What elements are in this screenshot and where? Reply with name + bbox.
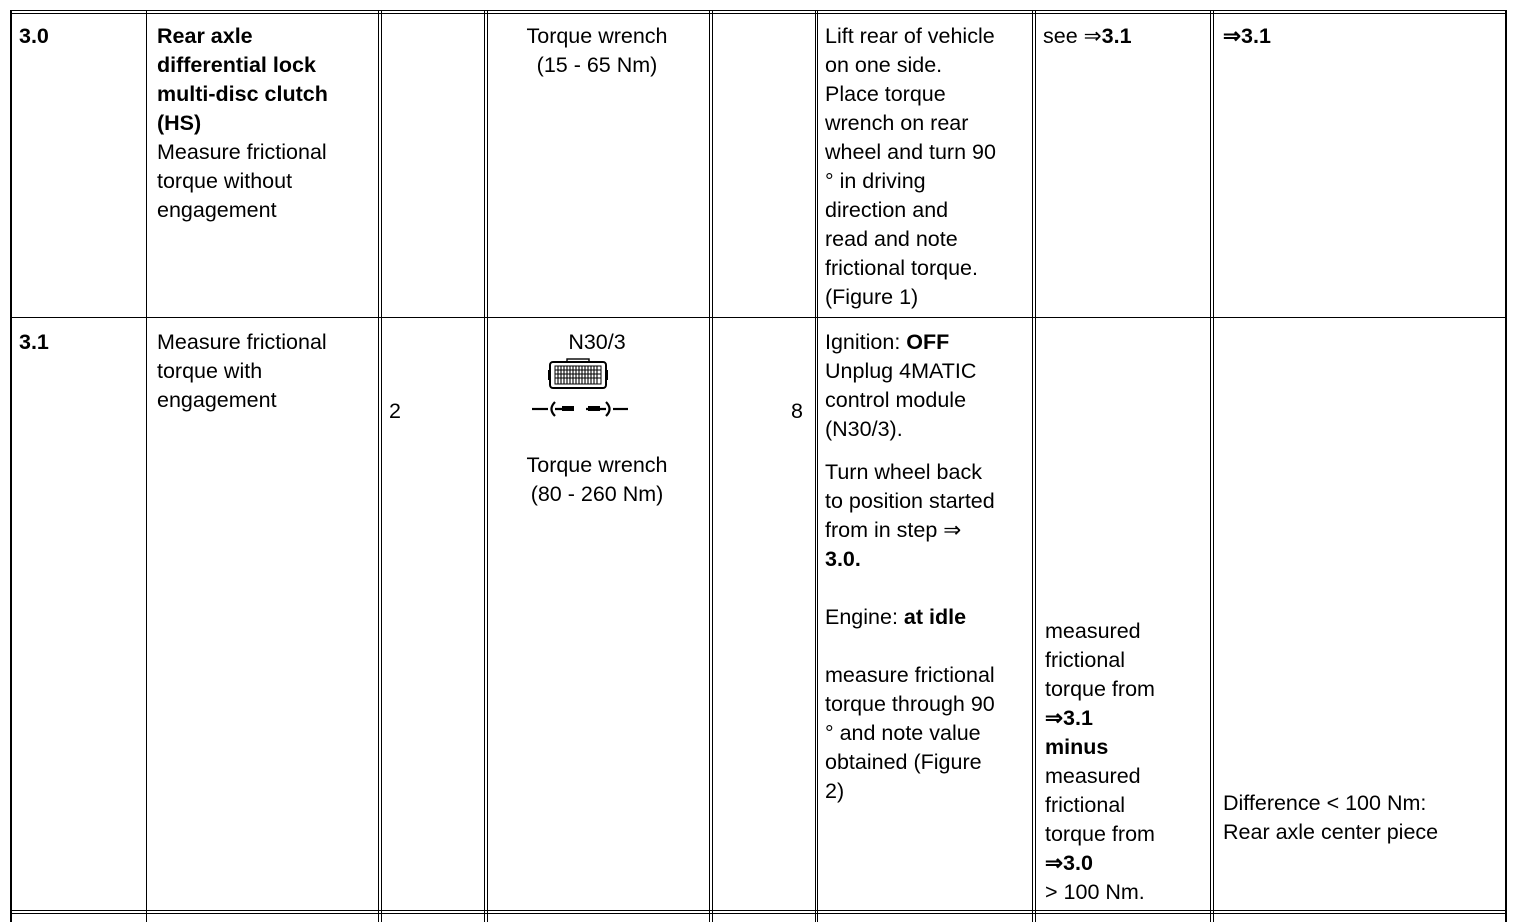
title-line: Rear axle [157, 24, 253, 48]
table-border-left [10, 10, 12, 922]
tool-cell [497, 451, 697, 509]
tool-name: Torque wrench [526, 453, 668, 477]
instruction-line: (Figure 1) [825, 285, 919, 309]
spec-reference: 3.1 [1101, 24, 1132, 48]
instruction-line: wheel and turn 90 [825, 140, 996, 164]
instruction-line: control module [825, 388, 967, 412]
spec-text: see ⇒ [1043, 24, 1102, 48]
engine-value: at idle [903, 605, 967, 629]
unplugged-cable-icon [530, 396, 630, 422]
instruction-line: ° in driving [825, 169, 926, 193]
spec-line: frictional [1045, 793, 1126, 817]
specification [1045, 617, 1213, 907]
ignition-value: OFF [906, 330, 950, 354]
title-line: (HS) [157, 111, 202, 135]
column-divider [712, 10, 713, 922]
instruction-line: obtained (Figure [825, 750, 982, 774]
instructions [825, 22, 1033, 312]
instruction-line: Unplug 4MATIC [825, 359, 977, 383]
description-line: Measure frictional [157, 330, 327, 354]
engine-label: Engine: [825, 605, 904, 629]
tool-name: Torque wrench [526, 24, 668, 48]
tool-cell [490, 22, 704, 80]
tool-range: (80 - 260 Nm) [530, 482, 664, 506]
column-divider [487, 10, 488, 922]
table-border-top [10, 13, 1507, 14]
instruction-line: 2) [825, 779, 845, 803]
control-module-connector-icon [548, 358, 608, 391]
ignition-label: Ignition: [825, 330, 907, 354]
row-divider [10, 317, 1507, 318]
connector-label: N30/3 [568, 330, 626, 354]
remedy-reference: ⇒3.1 [1223, 24, 1271, 48]
description-line: torque without [157, 169, 293, 193]
spec-operator: minus [1045, 735, 1109, 759]
column-divider [709, 10, 710, 922]
spec-result: > 100 Nm. [1045, 880, 1145, 904]
remedy-line: Rear axle center piece [1223, 820, 1439, 844]
table-border-bottom [10, 913, 1507, 914]
column-divider [381, 10, 382, 922]
description-line: Measure frictional [157, 140, 327, 164]
instruction-line: measure frictional [825, 663, 995, 687]
spec-line: measured [1045, 764, 1141, 788]
spec-line: frictional [1045, 648, 1126, 672]
description-line: engagement [157, 388, 277, 412]
table-border-bottom [10, 910, 1507, 911]
step-number: 3.1 [19, 330, 49, 354]
column-value: 8 [791, 399, 803, 423]
title-line: multi-disc clutch [157, 82, 328, 106]
column-divider [146, 10, 147, 922]
title-line: differential lock [157, 53, 316, 77]
instruction-line: to position started [825, 489, 995, 513]
instruction-line: (N30/3). [825, 417, 903, 441]
step-number: 3.0 [19, 24, 49, 48]
instruction-line: on one side. [825, 53, 943, 77]
column-divider [1035, 10, 1036, 922]
instruction-line: wrench on rear [825, 111, 969, 135]
instruction-reference: 3.0. [825, 547, 861, 571]
table-border-top [10, 10, 1507, 11]
column-divider [484, 10, 485, 922]
instruction-line: Place torque [825, 82, 946, 106]
remedy [1223, 789, 1503, 847]
instruction-line: frictional torque. [825, 256, 978, 280]
spec-line: measured [1045, 619, 1141, 643]
instructions [825, 328, 1033, 806]
column-divider [1213, 10, 1214, 922]
column-divider [817, 10, 818, 922]
remedy-line: Difference < 100 Nm: [1223, 791, 1427, 815]
instruction-line: Lift rear of vehicle [825, 24, 995, 48]
test-description [157, 22, 372, 225]
spec-line: torque from [1045, 677, 1155, 701]
remedy [1223, 22, 1503, 51]
description-line: torque with [157, 359, 263, 383]
tool-range: (15 - 65 Nm) [536, 53, 658, 77]
instruction-line: ° and note value [825, 721, 981, 745]
instruction-line: read and note [825, 227, 958, 251]
instruction-line: direction and [825, 198, 949, 222]
description-line: engagement [157, 198, 277, 222]
specification [1043, 22, 1213, 51]
spec-reference: ⇒3.1 [1045, 706, 1093, 730]
spec-line: torque from [1045, 822, 1155, 846]
table-border-right [1505, 10, 1507, 922]
instruction-line: Turn wheel back [825, 460, 982, 484]
test-description [157, 328, 372, 415]
spec-reference: ⇒3.0 [1045, 851, 1093, 875]
instruction-line: torque through 90 [825, 692, 995, 716]
column-divider [378, 10, 379, 922]
column-divider [815, 10, 816, 922]
column-value: 2 [389, 399, 401, 423]
instruction-line: from in step ⇒ [825, 518, 962, 542]
